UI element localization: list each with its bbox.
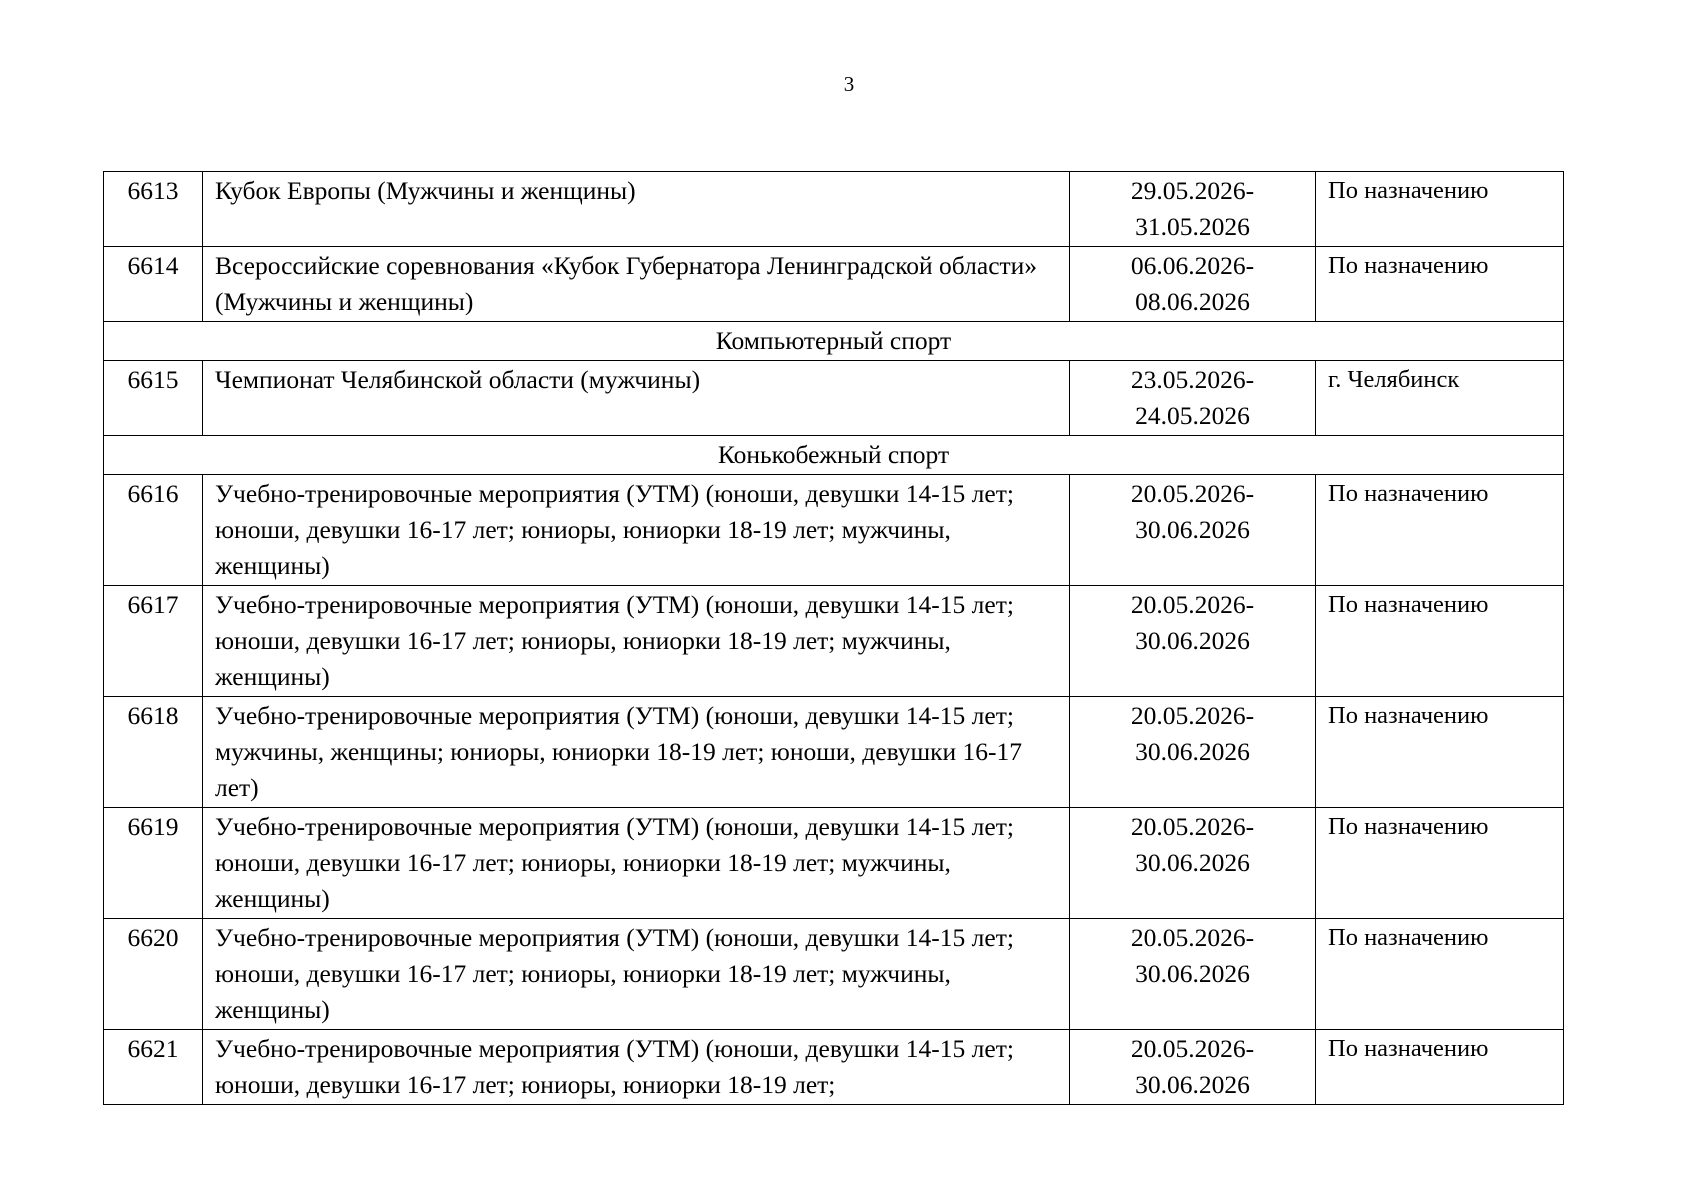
- table-row: [104, 586, 1564, 697]
- event-place: По назначению: [1316, 475, 1564, 586]
- event-place: По назначению: [1316, 808, 1564, 919]
- event-date-end: 30.06.2026: [1135, 959, 1250, 988]
- event-place: По назначению: [1316, 247, 1564, 322]
- table-row: [104, 919, 1564, 1030]
- section-title: Компьютерный спорт: [104, 322, 1564, 361]
- event-name: Учебно-тренировочные мероприятия (УТМ) (юноши, девушки 14-15 лет; юноши, девушки 16-17 лет; юниоры, юниорки 18-19 лет;: [203, 1030, 1070, 1105]
- event-dates: [1070, 361, 1316, 436]
- event-place: По назначению: [1316, 919, 1564, 1030]
- table-row: [104, 1030, 1564, 1105]
- event-date-end: 30.06.2026: [1135, 848, 1250, 877]
- event-name: Всероссийские соревнования «Кубок Губернатора Ленинградской области» (Мужчины и женщины): [203, 247, 1070, 322]
- event-place: По назначению: [1316, 172, 1564, 247]
- event-name: Учебно-тренировочные мероприятия (УТМ) (юноши, девушки 14-15 лет; юноши, девушки 16-17 лет; юниоры, юниорки 18-19 лет; мужчины, женщины): [203, 475, 1070, 586]
- event-date-end: 30.06.2026: [1135, 1070, 1250, 1099]
- event-place: По назначению: [1316, 697, 1564, 808]
- event-id: 6616: [104, 475, 203, 586]
- event-date-start: 23.05.2026-: [1130, 365, 1255, 394]
- event-date-end: 30.06.2026: [1135, 515, 1250, 544]
- table-row: [104, 475, 1564, 586]
- event-id: 6621: [104, 1030, 203, 1105]
- event-name: Кубок Европы (Мужчины и женщины): [203, 172, 1070, 247]
- event-id: 6618: [104, 697, 203, 808]
- event-date-end: 30.06.2026: [1135, 737, 1250, 766]
- event-dates: [1070, 586, 1316, 697]
- event-dates: [1070, 475, 1316, 586]
- event-dates: [1070, 808, 1316, 919]
- event-id: 6614: [104, 247, 203, 322]
- page-number: 3: [843, 72, 855, 96]
- event-name: Учебно-тренировочные мероприятия (УТМ) (юноши, девушки 14-15 лет; юноши, девушки 16-17 лет; юниоры, юниорки 18-19 лет; мужчины, женщины): [203, 919, 1070, 1030]
- event-date-start: 20.05.2026-: [1130, 923, 1255, 952]
- event-date-start: 06.06.2026-: [1130, 251, 1255, 280]
- event-id: 6613: [104, 172, 203, 247]
- event-date-end: 30.06.2026: [1135, 626, 1250, 655]
- event-place: г. Челябинск: [1316, 361, 1564, 436]
- event-place: По назначению: [1316, 586, 1564, 697]
- events-table-body: [104, 172, 1564, 1105]
- section-row: [104, 436, 1564, 475]
- table-row: [104, 247, 1564, 322]
- event-id: 6615: [104, 361, 203, 436]
- event-id: 6617: [104, 586, 203, 697]
- event-name: Учебно-тренировочные мероприятия (УТМ) (юноши, девушки 14-15 лет; юноши, девушки 16-17 лет; юниоры, юниорки 18-19 лет; мужчины, женщины): [203, 586, 1070, 697]
- event-name: Чемпионат Челябинской области (мужчины): [203, 361, 1070, 436]
- event-date-start: 20.05.2026-: [1130, 590, 1255, 619]
- event-date-start: 29.05.2026-: [1130, 176, 1255, 205]
- table-row: [104, 361, 1564, 436]
- event-date-start: 20.05.2026-: [1130, 701, 1255, 730]
- table-row: [104, 697, 1564, 808]
- section-row: [104, 322, 1564, 361]
- event-name: Учебно-тренировочные мероприятия (УТМ) (юноши, девушки 14-15 лет; юноши, девушки 16-17 лет; юниоры, юниорки 18-19 лет; мужчины, женщины): [203, 808, 1070, 919]
- event-dates: [1070, 919, 1316, 1030]
- event-date-start: 20.05.2026-: [1130, 812, 1255, 841]
- event-name: Учебно-тренировочные мероприятия (УТМ) (юноши, девушки 14-15 лет; мужчины, женщины; юниоры, юниорки 18-19 лет; юноши, девушки 16-17 лет): [203, 697, 1070, 808]
- event-date-end: 08.06.2026: [1135, 287, 1250, 316]
- event-place: По назначению: [1316, 1030, 1564, 1105]
- events-table: [103, 171, 1564, 1105]
- event-date-end: 31.05.2026: [1135, 212, 1250, 241]
- table-row: [104, 808, 1564, 919]
- event-dates: [1070, 697, 1316, 808]
- event-id: 6619: [104, 808, 203, 919]
- event-id: 6620: [104, 919, 203, 1030]
- event-dates: [1070, 1030, 1316, 1105]
- event-date-start: 20.05.2026-: [1130, 1034, 1255, 1063]
- event-dates: [1070, 172, 1316, 247]
- event-date-end: 24.05.2026: [1135, 401, 1250, 430]
- event-dates: [1070, 247, 1316, 322]
- event-date-start: 20.05.2026-: [1130, 479, 1255, 508]
- table-row: [104, 172, 1564, 247]
- section-title: Конькобежный спорт: [104, 436, 1564, 475]
